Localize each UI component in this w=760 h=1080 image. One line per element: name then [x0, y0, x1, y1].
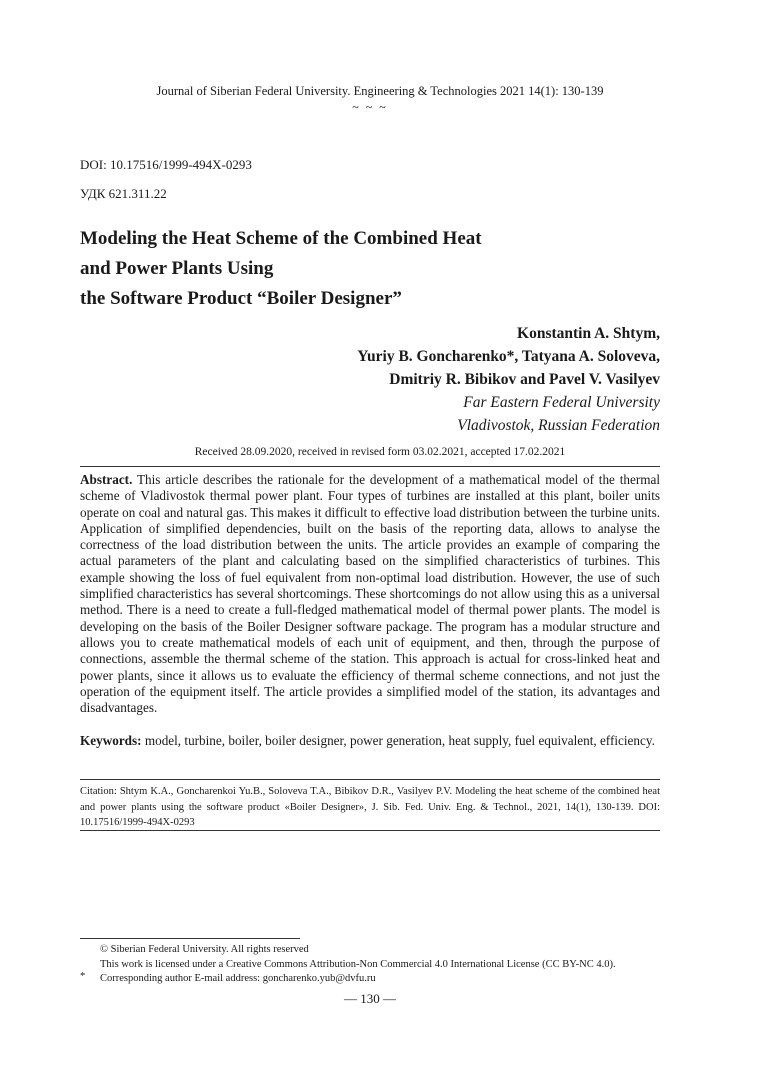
doi: DOI: 10.17516/1999-494X-0293	[80, 157, 252, 172]
keywords	[80, 733, 660, 749]
divider	[80, 779, 660, 780]
abstract	[80, 472, 660, 716]
divider	[80, 830, 660, 831]
title-line: Modeling the Heat Scheme of the Combined Heat	[80, 228, 482, 249]
article-title	[80, 224, 600, 314]
footnote-rule	[80, 938, 300, 939]
received-dates: Received 28.09.2020, received in revised form 03.02.2021, accepted 17.02.2021	[194, 446, 566, 458]
page-number: — 130 —	[344, 991, 396, 1006]
author-line: Yuriy B. Goncharenko*, Tatyana A. Soloveva,	[357, 348, 660, 365]
corresponding-author-footnote: Corresponding author E-mail address: goncharenko.yub@dvfu.ru	[100, 973, 376, 984]
title-line: the Software Product “Boiler Designer”	[80, 288, 402, 309]
citation: Citation: Shtym K.A., Goncharenkoi Yu.B., Soloveva T.A., Bibikov D.R., Vasilyev P.V. Modeling the heat scheme of the combined heat and power plants using the software product «Boiler Designer», J. Sib. Fed. Univ. Eng. & Technol., 2021, 14(1), 130-139. DOI: 10.17516/1999-494X-0293	[80, 786, 660, 828]
header-ornament: ~ ~ ~	[352, 100, 388, 114]
affiliation-line: Vladivostok, Russian Federation	[457, 417, 660, 434]
author-line: Konstantin A. Shtym,	[517, 325, 660, 342]
keywords-label: Keywords:	[80, 733, 142, 748]
title-line: and Power Plants Using	[80, 258, 274, 279]
divider	[80, 466, 660, 467]
affiliation-line: Far Eastern Federal University	[463, 394, 660, 411]
footnote-marker: *	[80, 971, 86, 982]
author-line: Dmitriy R. Bibikov and Pavel V. Vasilyev	[389, 371, 660, 388]
copyright-footnote: © Siberian Federal University. All rights reserved	[100, 944, 309, 955]
journal-header: Journal of Siberian Federal University. Engineering & Technologies 2021 14(1): 130-139	[156, 84, 604, 98]
abstract-label: Abstract.	[80, 472, 133, 487]
keywords-text: model, turbine, boiler, boiler designer, power generation, heat supply, fuel equivalent, efficiency.	[144, 733, 655, 748]
author-block	[357, 322, 660, 437]
license-footnote: This work is licensed under a Creative Commons Attribution-Non Commercial 4.0 International License (CC BY-NC 4.0).	[100, 959, 616, 970]
udk-code: УДК 621.311.22	[80, 186, 167, 201]
abstract-text: This article describes the rationale for the development of a mathematical model of the thermal scheme of Vladivostok thermal power plant. Four types of turbines are installed at this plant, boiler units operate on coal and natural gas. This makes it difficult to effective load distribution between the turbine units. Application of simplified dependencies, built on the basis of the reporting data, allows to analyse the correctness of the load distribution between the units. The article provides an example of comparing the actual parameters of the plant and calculating based on the simplified characteristics of turbines. This example showing the loss of fuel equivalent from non-optimal load distribution. However, the use of such simplified characteristics has several shortcomings. These shortcomings do not allow using this as a universal method. There is a need to create a full-fledged mathematical model of thermal power plants. The model is developing on the basis of the Boiler Designer software package. The program has a modular structure and allows you to create mathematical models of each unit of equipment, and then, through the purpose of connections, assemble the thermal scheme of the station. This approach is actual for cross-linked heat and power plants, since it allows us to evaluate the efficiency of thermal scheme connections, and not just the operation of the equipment itself. The article provides a simplified model of the station, its advantages and disadvantages.	[80, 472, 660, 716]
